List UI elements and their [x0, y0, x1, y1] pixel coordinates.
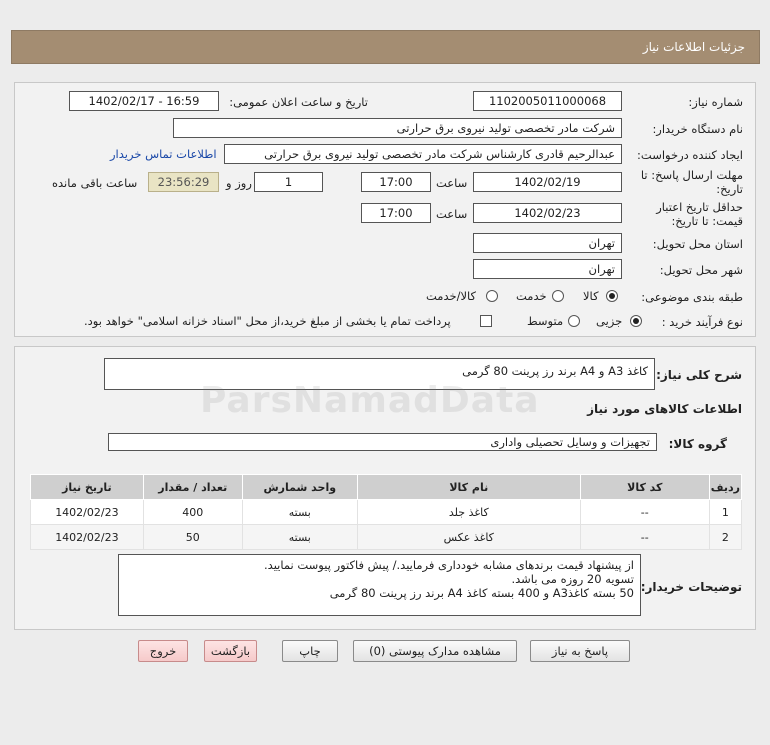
goods-date: 1402/02/23 — [31, 500, 144, 525]
category-goods-radio[interactable] — [606, 290, 618, 302]
validity-hour-label: ساعت — [436, 207, 468, 221]
table-row — [31, 525, 742, 550]
process-medium-radio[interactable] — [568, 315, 580, 327]
deadline-label-2: تاریخ: — [716, 182, 743, 196]
buyer-org-field: شرکت مادر تخصصی تولید نیروی برق حرارتی — [173, 118, 622, 138]
category-goods-label: کالا — [583, 289, 599, 303]
province-label: استان محل تحویل: — [652, 237, 743, 251]
page-header — [11, 30, 760, 64]
table-header-row — [31, 475, 742, 500]
goods-code: -- — [580, 525, 709, 550]
goods-date: 1402/02/23 — [31, 525, 144, 550]
col-qty-header: تعداد / مقدار — [143, 475, 242, 500]
validity-time-field: 17:00 — [361, 203, 431, 223]
validity-label: حداقل تاریخ اعتبار — [656, 200, 743, 214]
page-title: جزئیات اطلاعات نیاز — [642, 40, 745, 54]
deadline-hour-label: ساعت — [436, 176, 468, 190]
goods-unit: بسته — [242, 525, 357, 550]
notes-line: تسویه 20 روزه می باشد. — [511, 572, 634, 586]
category-service-radio[interactable] — [552, 290, 564, 302]
announce-label: تاریخ و ساعت اعلان عمومی: — [229, 95, 368, 109]
process-small-label: جزیی — [596, 314, 623, 328]
col-row-header: ردیف — [709, 475, 741, 500]
remaining-time-field: 23:56:29 — [148, 172, 219, 192]
treasury-payment-note: پرداخت تمام یا بخشی از مبلغ خرید،از محل "اسناد خزانه اسلامی" خواهد بود. — [84, 314, 451, 328]
creator-label: ایجاد کننده درخواست: — [637, 148, 743, 162]
deadline-label: مهلت ارسال پاسخ: تا — [640, 168, 743, 182]
buyer-notes-label: توضیحات خریدار: — [640, 580, 742, 594]
validity-date-field: 1402/02/23 — [473, 203, 622, 223]
goods-info-title: اطلاعات کالاهای مورد نیاز — [587, 402, 742, 416]
col-name-header: نام کالا — [357, 475, 580, 500]
category-goods-service-label: کالا/خدمت — [426, 289, 477, 303]
notes-line: از پیشنهاد قیمت برندهای مشابه خودداری فرمایید./ پیش فاکتور پیوست نمایید. — [264, 558, 634, 572]
buyer-notes-field — [118, 554, 641, 616]
col-unit-header: واحد شمارش — [242, 475, 357, 500]
back-button[interactable]: بازگشت — [204, 640, 257, 662]
col-code-header: کد کالا — [580, 475, 709, 500]
goods-group-field: تجهیزات و وسایل تحصیلی واداری — [108, 433, 657, 451]
attachments-button[interactable]: مشاهده مدارک پیوستی (0) — [353, 640, 517, 662]
row-index: 1 — [709, 500, 741, 525]
city-label: شهر محل تحویل: — [659, 263, 743, 277]
need-number-field: 1102005011000068 — [473, 91, 622, 111]
exit-button[interactable]: خروج — [138, 640, 188, 662]
days-field: 1 — [254, 172, 323, 192]
goods-qty: 400 — [143, 500, 242, 525]
validity-label-2: قیمت: تا تاریخ: — [671, 214, 743, 228]
process-small-radio[interactable] — [630, 315, 642, 327]
days-label: روز و — [226, 176, 252, 190]
goods-unit: بسته — [242, 500, 357, 525]
category-goods-service-radio[interactable] — [486, 290, 498, 302]
process-medium-label: متوسط — [527, 314, 564, 328]
buyer-contact-link[interactable]: اطلاعات تماس خریدار — [110, 147, 217, 161]
row-index: 2 — [709, 525, 741, 550]
creator-field: عبدالرحیم قادری کارشناس شرکت مادر تخصصی تولید نیروی برق حرارتی — [224, 144, 622, 164]
goods-qty: 50 — [143, 525, 242, 550]
goods-code: -- — [580, 500, 709, 525]
summary-field: کاغذ A3 و A4 برند رز پرینت 80 گرمی — [104, 358, 655, 390]
category-service-label: خدمت — [516, 289, 547, 303]
summary-label: شرح کلی نیاز: — [656, 368, 742, 382]
remaining-label: ساعت باقی مانده — [52, 176, 138, 190]
goods-table — [30, 474, 742, 550]
goods-name: کاغذ عکس — [357, 525, 580, 550]
city-field: تهران — [473, 259, 622, 279]
goods-group-label: گروه کالا: — [668, 437, 727, 451]
col-date-header: تاریخ نیاز — [31, 475, 144, 500]
need-number-label: شماره نیاز: — [688, 95, 743, 109]
print-button[interactable]: چاپ — [282, 640, 338, 662]
category-label: طبقه بندی موضوعی: — [641, 290, 743, 304]
treasury-payment-checkbox[interactable] — [480, 315, 492, 327]
goods-name: کاغذ جلد — [357, 500, 580, 525]
announce-field: 1402/02/17 - 16:59 — [69, 91, 219, 111]
notes-line: 50 بسته کاغذA3 و 400 بسته کاغذ A4 برند رز پرینت 80 گرمی — [329, 586, 634, 600]
reply-button[interactable]: پاسخ به نیاز — [530, 640, 630, 662]
deadline-time-field: 17:00 — [361, 172, 431, 192]
deadline-date-field: 1402/02/19 — [473, 172, 622, 192]
province-field: تهران — [473, 233, 622, 253]
process-label: نوع فرآیند خرید : — [661, 315, 743, 329]
buyer-org-label: نام دستگاه خریدار: — [652, 122, 743, 136]
table-row — [31, 500, 742, 525]
